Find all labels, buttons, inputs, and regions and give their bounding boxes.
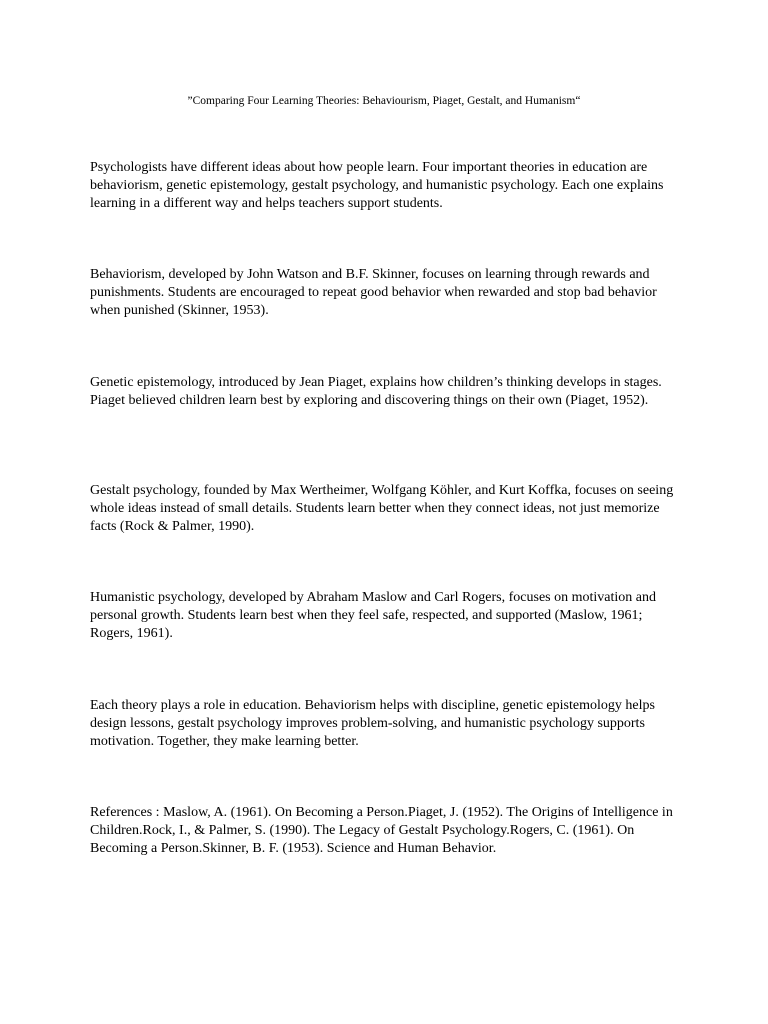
paragraph-genetic-epistemology: Genetic epistemology, introduced by Jean Piaget, explains how children’s thinking develops in stages. Piaget believed children learn best by exploring and discovering things on their own (Piaget, 1952).: [90, 375, 662, 409]
paragraph-behaviorism: Behaviorism, developed by John Watson and B.F. Skinner, focuses on learning through rewards and punishments. Students are encouraged to repeat good behavior when rewarded and stop bad behavior when punished (Skinner, 1953).: [90, 267, 657, 319]
paragraph-conclusion: Each theory plays a role in education. Behaviorism helps with discipline, genetic epistemology helps design lessons, gestalt psychology improves problem-solving, and humanistic psychology supports motivation. Together, they make learning better.: [90, 698, 655, 750]
paragraph-introduction: Psychologists have different ideas about how people learn. Four important theories in education are behaviorism, genetic epistemology, gestalt psychology, and humanistic psychology. Each one explains learning in a different way and helps teachers support students.: [90, 160, 664, 212]
paragraph-references: References : Maslow, A. (1961). On Becoming a Person.Piaget, J. (1952). The Origins of Intelligence in Children.Rock, I., & Palmer, S. (1990). The Legacy of Gestalt Psychology.Rogers, C. (1961). On Becoming a Person.Skinner, B. F. (1953). Science and Human Behavior.: [90, 805, 673, 857]
paragraph-gestalt: Gestalt psychology, founded by Max Wertheimer, Wolfgang Köhler, and Kurt Koffka, focuses on seeing whole ideas instead of small details. Students learn better when they connect ideas, not just memorize facts (Rock & Palmer, 1990).: [90, 483, 674, 535]
document-title: ”Comparing Four Learning Theories: Behaviourism, Piaget, Gestalt, and Humanism“: [187, 95, 581, 107]
paragraph-humanistic: Humanistic psychology, developed by Abraham Maslow and Carl Rogers, focuses on motivation and personal growth. Students learn best when they feel safe, respected, and supported (Maslow, 1961; Rogers, 1961).: [90, 590, 656, 642]
